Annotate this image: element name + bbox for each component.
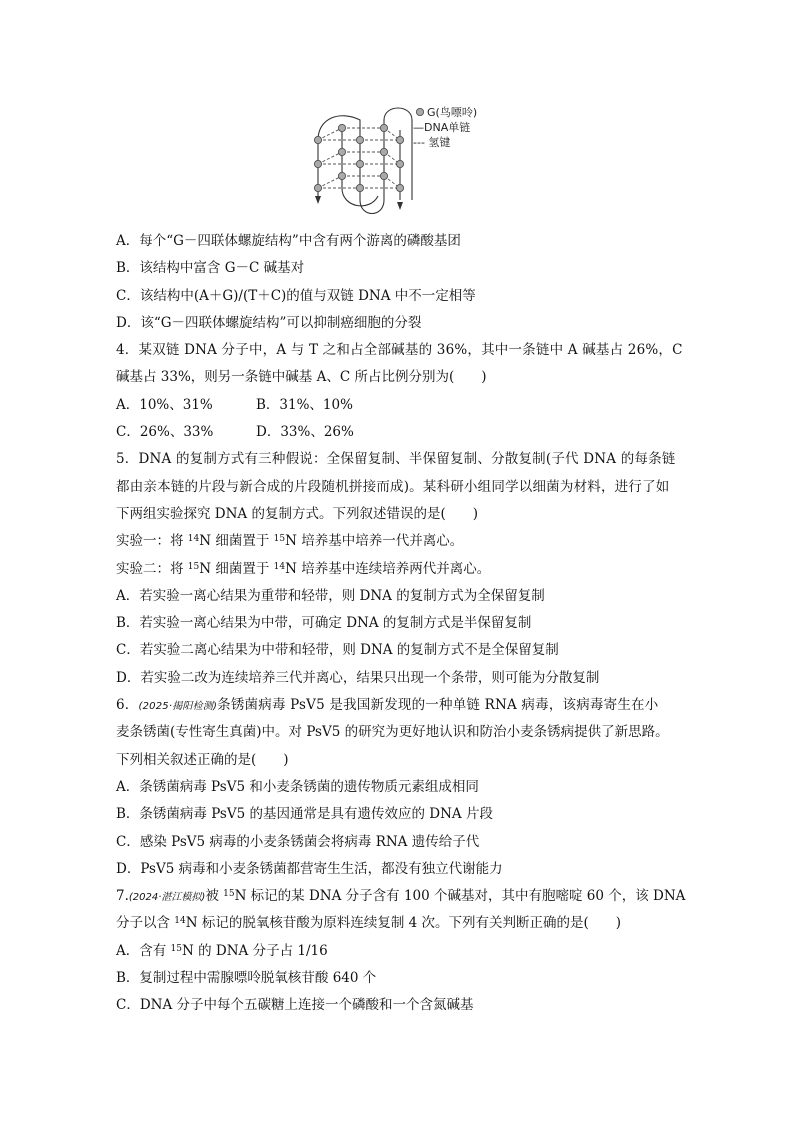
q4-options-cd [116, 419, 686, 446]
q6-option-c: C．感染 PsV5 病毒的小麦条锈菌会将病毒 RNA 遗传给子代 [116, 833, 480, 850]
strand-arrow-left [315, 196, 321, 204]
q6-option-d: D．PsV5 病毒和小麦条锈菌都营寄生生活，都没有独立代谢能力 [116, 860, 503, 877]
q7-option-b: B．复制过程中需腺嘌呤脱氧核苷酸 640 个 [116, 970, 377, 987]
q4-stem-line-2: 碱基占 33%，则另一条链中碱基 A、C 所占比例分别为( ) [116, 369, 487, 386]
q7-option-a: A．含有 $^{15}$N 的 DNA 分子占 1/16 [116, 942, 328, 959]
q5-option-b: B．若实验一离心结果为中带，可确定 DNA 的复制方式是半保留复制 [116, 615, 532, 632]
q4-options-ab [116, 392, 686, 419]
q6-option-b: B．条锈菌病毒 PsV5 的基因通常是具有遗传效应的 DNA 片段 [116, 806, 493, 823]
q6-option-a: A．条锈菌病毒 PsV5 和小麦条锈菌的遗传物质元素组成相同 [116, 778, 479, 795]
q5-stem-line-1: 5．DNA 的复制方式有三种假说：全保留复制、半保留复制、分散复制(子代 DNA 的每条链 [116, 451, 676, 468]
q4-option-b: B．31%、10% [256, 396, 353, 413]
q7-stem-line-2: 分子以含 $^{14}$N 标记的脱氧核苷酸为原料连续复制 4 次。下列有关判断正确的是( ) [116, 915, 622, 932]
legend-g-marker [416, 108, 423, 115]
q7-option-c: C．DNA 分子中每个五碳糖上连接一个磷酸和一个含氮碱基 [116, 997, 474, 1014]
q5-option-c: C．若实验二离心结果为中带和轻带，则 DNA 的复制方式不是全保留复制 [116, 642, 559, 659]
q5-stem-line-2: 都由亲本链的片段与新合成的片段随机拼接而成)。某科研小组同学以细菌为材料，进行了如 [116, 478, 670, 495]
q6-source-tag: (2025·揭阳检测) [138, 701, 218, 713]
g-quadruplex-diagram [300, 100, 500, 220]
q5-option-d: D．若实验二改为连续培养三代并离心，结果只出现一个条带，则可能为分散复制 [116, 669, 600, 686]
q3-option-c: C．该结构中(A＋G)/(T＋C)的值与双链 DNA 中不一定相等 [116, 287, 476, 304]
strand-arrow-right [397, 202, 403, 210]
q4-option-a: A．10%、31% [116, 396, 213, 413]
legend-hbond-label: --- 氢键 [413, 136, 451, 149]
g-quadruplex-figure [300, 100, 500, 220]
q3-option-a: A．每个“G－四联体螺旋结构”中含有两个游离的磷酸基团 [116, 233, 461, 249]
q4-stem-line-1: 4．某双链 DNA 分子中，A 与 T 之和占全部碱基的 36%，其中一条链中 A 碱基占 26%，C [116, 342, 683, 359]
q5-experiment-2: 实验二：将 $^{15}$N 细菌置于 $^{14}$N 培养基中连续培养两代并离心。 [116, 560, 491, 577]
q6-stem-line-2: 麦条锈菌(专性寄生真菌)中。对 PsV5 的研究为更好地认识和防治小麦条锈病提供了新思路。 [116, 724, 669, 741]
legend-strand-label: —DNA单链 [413, 121, 471, 134]
q5-experiment-1: 实验一：将 $^{14}$N 细菌置于 $^{15}$N 培养基中培养一代并离心。 [116, 533, 464, 550]
legend-g-label: G(鸟嘌呤) [427, 106, 478, 119]
q7-stem-line-1: 7.(2024·湛江模拟)被 $^{15}$N 标记的某 DNA 分子含有 100 个碱基对，其中有胞嘧啶 60 个，该 DNA [116, 888, 686, 905]
q4-option-d: D．33%、26% [256, 424, 354, 441]
strand-loop-mid [360, 120, 384, 214]
q6-stem-line-3: 下列相关叙述正确的是( ) [116, 751, 289, 768]
q3-option-b: B．该结构中富含 G－C 碱基对 [116, 260, 305, 277]
guanine-nodes [314, 124, 403, 191]
q3-option-d: D．该“G－四联体螺旋结构”可以抑制癌细胞的分裂 [116, 314, 422, 331]
q6-stem-line-1: 6．(2025·揭阳检测)条锈菌病毒 PsV5 是我国新发现的一种单链 RNA 病毒，该病毒寄生在小 [116, 697, 659, 714]
q4-option-c: C．26%、33% [116, 424, 214, 441]
question-text-block [116, 228, 686, 1020]
q5-stem-line-3: 下两组实验探究 DNA 的复制方式。下列叙述错误的是( ) [116, 505, 479, 522]
q7-source-tag: (2024·湛江模拟) [128, 892, 206, 904]
q5-option-a: A．若实验一离心结果为重带和轻带，则 DNA 的复制方式为全保留复制 [116, 587, 545, 604]
